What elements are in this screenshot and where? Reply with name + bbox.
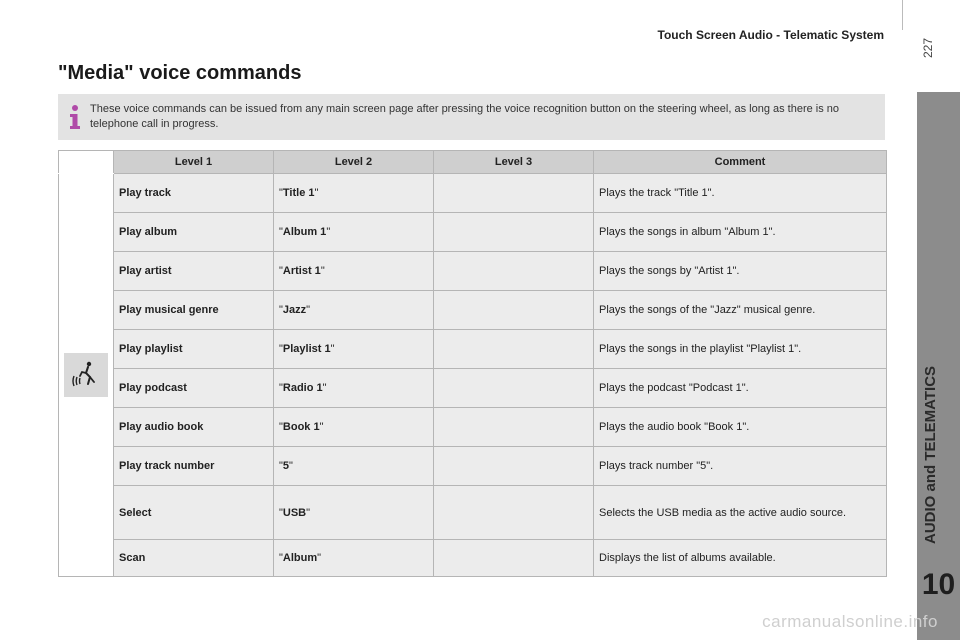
level2-value: Jazz (282, 304, 307, 316)
level3-cell (434, 408, 594, 447)
level3-cell (434, 252, 594, 291)
level3-cell (434, 174, 594, 213)
top-divider (902, 0, 903, 30)
watermark: carmanualsonline.info (762, 612, 938, 631)
page-title: "Media" voice commands (58, 62, 302, 84)
level1-cell: Play track (114, 174, 274, 213)
voice-icon-cell (59, 174, 114, 577)
level2-value: USB (282, 506, 307, 519)
level3-cell (434, 486, 594, 540)
page-number: 227 (921, 37, 935, 58)
level1-cell: Play podcast (114, 369, 274, 408)
level1-cell: Scan (114, 540, 274, 577)
level1-cell: Play album (114, 213, 274, 252)
section-header: Touch Screen Audio - Telematic System (657, 28, 884, 42)
table-row (59, 486, 887, 540)
level2-cell: "Jazz" (274, 291, 434, 330)
level2-value: Album (282, 552, 318, 564)
comment-cell: Displays the list of albums available. (594, 540, 887, 577)
column-header: Level 1 (114, 151, 274, 174)
table-row (59, 369, 887, 408)
level1-cell: Play musical genre (114, 291, 274, 330)
column-header: Level 2 (274, 151, 434, 174)
level2-cell: "Book 1" (274, 408, 434, 447)
level2-cell: "5" (274, 447, 434, 486)
chapter-side-tab (917, 92, 960, 640)
voice-commands-table (58, 150, 887, 577)
table-row (59, 291, 887, 330)
level2-cell: "Album 1" (274, 213, 434, 252)
info-icon (66, 102, 84, 132)
level1-cell: Play playlist (114, 330, 274, 369)
chapter-number: 10 (921, 568, 956, 601)
chapter-label: AUDIO and TELEMATICS (922, 365, 939, 544)
level2-value: Album 1 (282, 226, 327, 238)
level3-cell (434, 291, 594, 330)
level1-cell: Play artist (114, 252, 274, 291)
info-text: These voice commands can be issued from any main screen page after pressing the voice recognition button on the steering wheel, as long as there is no telephone call in progress. (90, 103, 840, 130)
level2-value: Book 1 (282, 421, 320, 433)
comment-cell: Plays the songs by "Artist 1". (594, 252, 887, 291)
table-row (59, 447, 887, 486)
level2-cell: "Playlist 1" (274, 330, 434, 369)
icon-header-cell (59, 151, 114, 174)
level2-value: Artist 1 (282, 265, 321, 277)
table-row (59, 540, 887, 577)
level1-cell: Play track number (114, 447, 274, 486)
comment-cell: Plays the track "Title 1". (594, 174, 887, 213)
column-header: Level 3 (434, 151, 594, 174)
comment-cell: Plays the songs of the "Jazz" musical genre. (594, 291, 887, 330)
level3-cell (434, 369, 594, 408)
column-header: Comment (594, 151, 887, 174)
level3-cell (434, 540, 594, 577)
level2-value: Radio 1 (282, 382, 323, 394)
level2-value: Playlist 1 (282, 343, 331, 355)
level2-value: 5 (282, 460, 290, 472)
level2-value: Title 1 (282, 187, 315, 199)
level2-cell: "Radio 1" (274, 369, 434, 408)
level1-cell: Select (114, 486, 274, 540)
level2-cell: "Title 1" (274, 174, 434, 213)
comment-cell: Plays the audio book "Book 1". (594, 408, 887, 447)
table-row (59, 252, 887, 291)
table-row (59, 330, 887, 369)
level2-cell: "Artist 1" (274, 252, 434, 291)
voice-command-icon (64, 353, 108, 397)
comment-cell: Plays the podcast "Podcast 1". (594, 369, 887, 408)
comment-cell: Plays the songs in the playlist "Playlist 1". (594, 330, 887, 369)
comment-cell: Plays the songs in album "Album 1". (594, 213, 887, 252)
table-row (59, 174, 887, 213)
info-note (58, 94, 885, 140)
level1-cell: Play audio book (114, 408, 274, 447)
comment-cell: Selects the USB media as the active audio source. (594, 486, 887, 540)
level3-cell (434, 447, 594, 486)
table-row (59, 213, 887, 252)
level3-cell (434, 330, 594, 369)
comment-cell: Plays track number "5". (594, 447, 887, 486)
table-row (59, 408, 887, 447)
level2-cell: "Album" (274, 540, 434, 577)
level2-cell: "USB" (274, 486, 434, 540)
table-header-row (59, 151, 887, 174)
level3-cell (434, 213, 594, 252)
